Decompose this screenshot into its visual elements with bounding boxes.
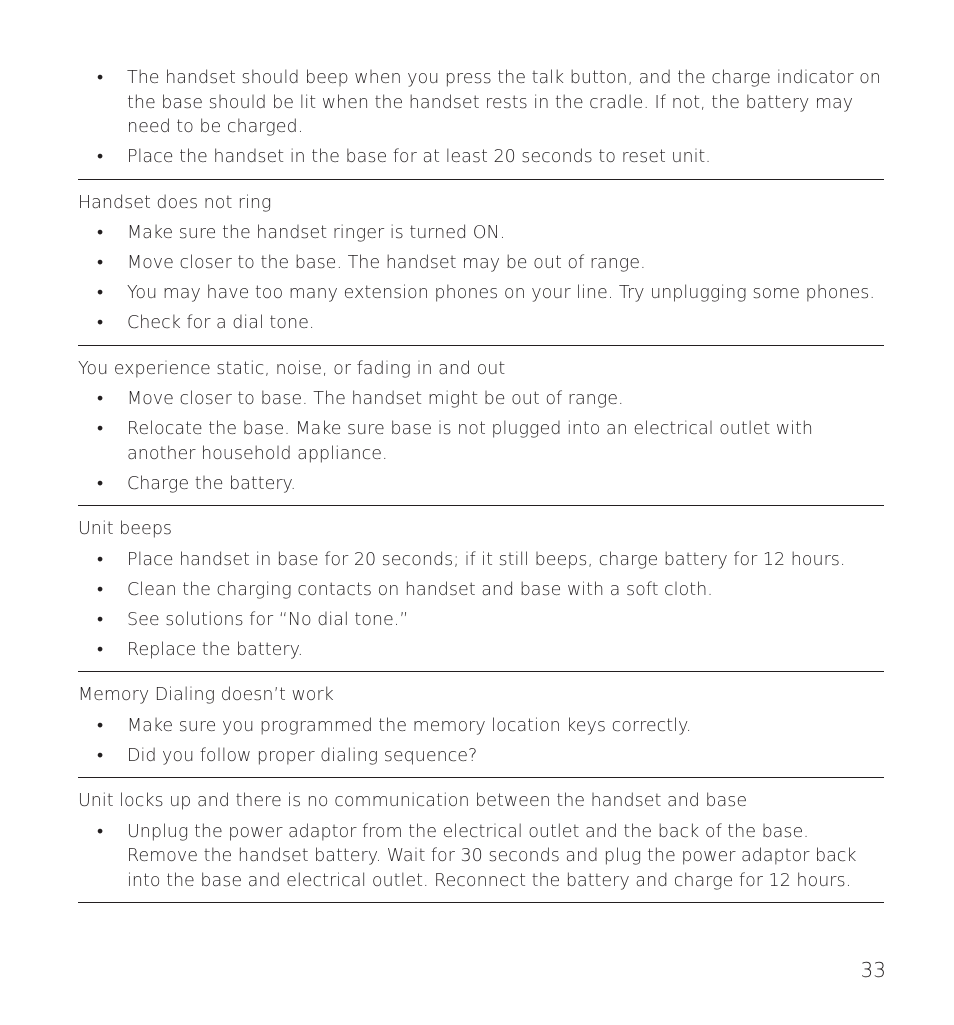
bullet-text: Replace the battery.: [127, 639, 304, 660]
section-heading: You experience static, noise, or fading in and out: [78, 358, 506, 379]
bullet-icon: •: [97, 715, 104, 736]
bullet-item: [78, 387, 884, 412]
bullet-item: [78, 66, 884, 140]
section-heading: Memory Dialing doesn’t work: [78, 685, 334, 705]
bullet-item: [78, 744, 884, 769]
section-heading: Handset does not ring: [78, 192, 272, 213]
section-heading: Unit locks up and there is no communication between the handset and base: [78, 791, 748, 811]
bullet-text: Move closer to base. The handset might be out of range.: [127, 389, 624, 409]
bullet-item: [78, 820, 884, 894]
bullet-list: [78, 548, 884, 663]
bullet-list: [78, 387, 884, 496]
bullet-icon: •: [97, 389, 104, 409]
bullet-text: Did you follow proper dialing sequence?: [127, 745, 478, 766]
bullet-icon: •: [97, 609, 104, 630]
bullet-item: [78, 417, 884, 466]
bullet-icon: •: [97, 745, 104, 766]
bullet-text: Move closer to the base. The handset may be out of range.: [127, 253, 646, 273]
troubleshooting-content: [78, 66, 884, 914]
bullet-text: Make sure the handset ringer is turned ON.: [127, 223, 506, 243]
section-unit-locks-up: [78, 789, 884, 903]
bullet-text: Check for a dial tone.: [127, 313, 315, 333]
bullet-text: Charge the battery.: [127, 473, 296, 494]
bullet-item: [78, 145, 884, 170]
bullet-text: Clean the charging contacts on handset and base with a soft cloth.: [127, 579, 713, 600]
bullet-text: Place handset in base for 20 seconds; if it still beeps, charge battery for 12 hours.: [127, 549, 846, 570]
bullet-icon: •: [97, 419, 104, 439]
bullet-list: [78, 66, 884, 170]
bullet-item: [78, 578, 884, 603]
bullet-item: [78, 608, 884, 633]
bullet-item: [78, 472, 884, 497]
bullet-list: [78, 714, 884, 769]
bullet-item: [78, 281, 884, 306]
bullet-icon: •: [97, 283, 104, 303]
bullet-item: [78, 251, 884, 276]
bullet-icon: •: [97, 313, 104, 333]
bullet-list: [78, 221, 884, 336]
bullet-text: Relocate the base. Make sure base is not plugged into an electrical outlet with another household appliance.: [127, 419, 813, 464]
bullet-item: [78, 221, 884, 246]
section-heading: Unit beeps: [78, 519, 173, 539]
bullet-text: Place the handset in the base for at least 20 seconds to reset unit.: [127, 147, 711, 167]
section-unit-beeps: [78, 517, 884, 672]
bullet-icon: •: [97, 579, 104, 600]
bullet-list: [78, 820, 884, 894]
bullet-icon: •: [97, 68, 104, 88]
section-static-noise: [78, 357, 884, 507]
bullet-icon: •: [97, 253, 104, 273]
bullet-item: [78, 548, 884, 573]
bullet-icon: •: [97, 549, 104, 570]
bullet-text: You may have too many extension phones on your line. Try unplugging some phones.: [127, 283, 875, 303]
bullet-text: Unplug the power adaptor from the electrical outlet and the back of the base. Remove the handset battery. Wait for 30 seconds and plug the power adaptor back into the base and electrical outlet. Reconnect the battery and charge for 12 hours.: [127, 821, 857, 891]
bullet-item: [78, 311, 884, 336]
bullet-icon: •: [97, 639, 104, 660]
section-memory-dialing: [78, 683, 884, 778]
page-number: 33: [860, 958, 886, 982]
bullet-item: [78, 714, 884, 739]
bullet-icon: •: [97, 147, 104, 167]
bullet-item: [78, 638, 884, 663]
bullet-text: The handset should beep when you press the talk button, and the charge indicator on the base should be lit when the handset rests in the cradle. If not, the battery may need to be charged.: [127, 68, 881, 137]
bullet-icon: •: [97, 223, 104, 243]
bullet-text: See solutions for “No dial tone.”: [127, 609, 409, 630]
bullet-icon: •: [97, 821, 104, 842]
section-handset-does-not-ring: [78, 191, 884, 346]
bullet-text: Make sure you programmed the memory location keys correctly.: [127, 715, 692, 736]
bullet-icon: •: [97, 473, 104, 494]
section-charge-reset: [78, 66, 884, 180]
